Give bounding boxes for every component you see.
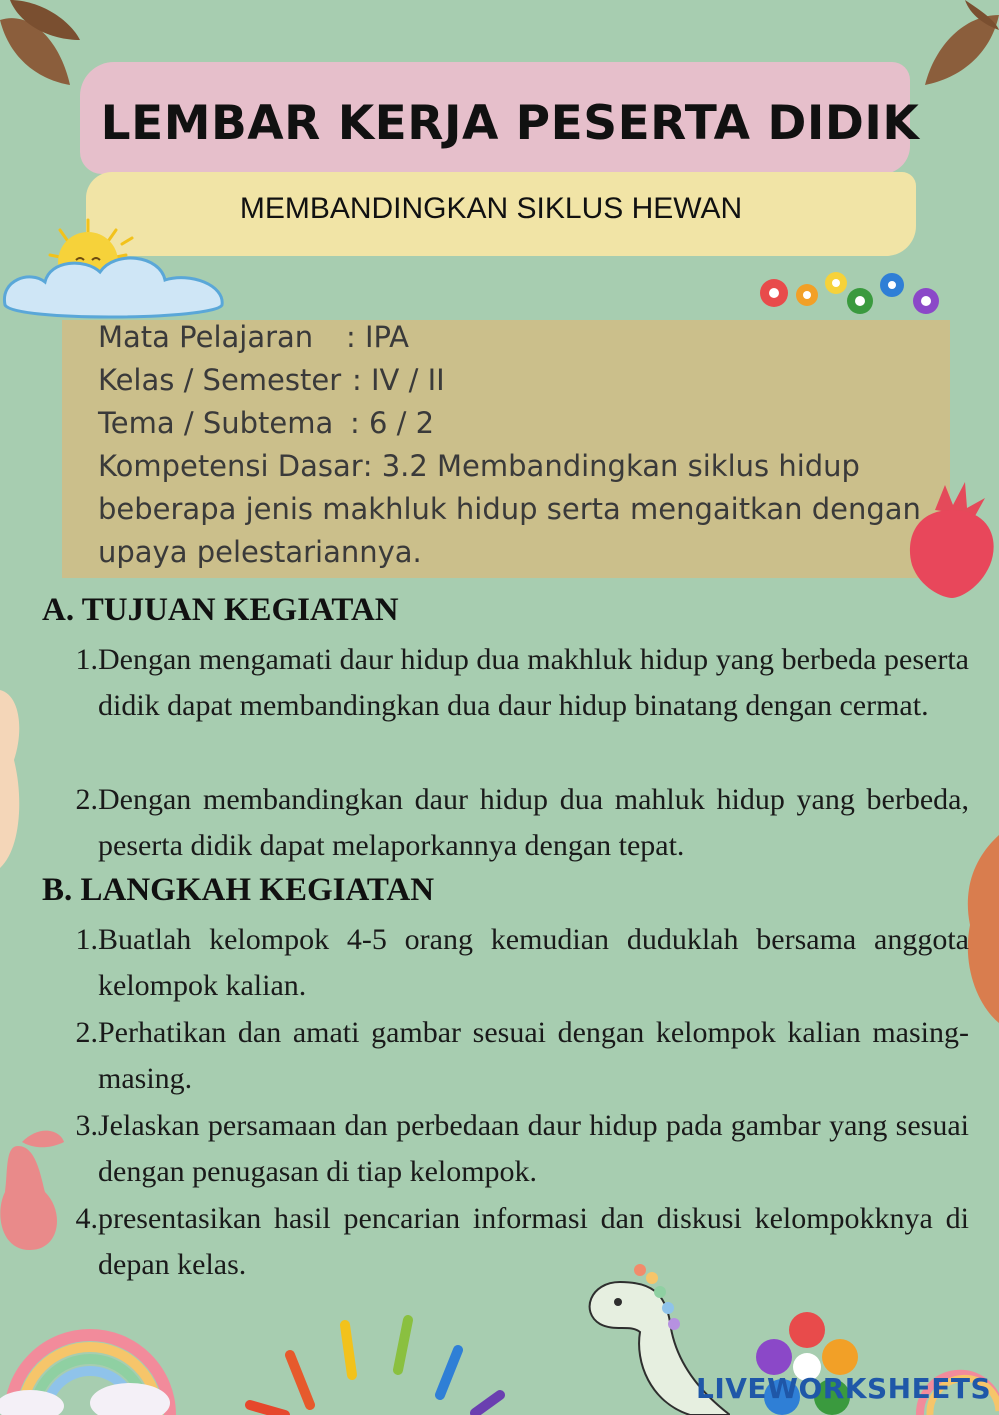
info-class [98, 363, 445, 397]
list-item-number: 4. [75, 1202, 98, 1235]
page-title: LEMBAR KERJA PESERTA DIDIK [100, 96, 920, 151]
list-item-number: 1. [75, 643, 98, 676]
info-label: Mata Pelajaran [98, 320, 314, 354]
info-label: Kelas / Semester [98, 363, 342, 397]
liveworksheets-logo: LIVEWORKSHEETS [696, 1372, 992, 1405]
flowers-icon [752, 265, 952, 325]
leaf-decoration-top-left-icon [0, 0, 90, 95]
list-item-text: Jelaskan persamaan dan perbedaan daur hidup pada gambar yang sesuai dengan penugasan di tiap kelompok. [98, 1109, 969, 1188]
list-item-text: Buatlah kelompok 4-5 orang kemudian duduklah bersama anggota kelompok kalian. [98, 923, 969, 1002]
list-item-text: Dengan membandingkan daur hidup dua mahluk hidup yang berbeda, peserta didik dapat melaporkannya dengan tepat. [98, 783, 969, 862]
rainbow-cloud-icon [0, 1318, 180, 1415]
list-item [64, 1103, 969, 1195]
list-item [64, 917, 969, 1009]
strawberry-icon [905, 480, 999, 600]
colored-rays-icon [240, 1315, 510, 1415]
info-value: : 6 / 2 [350, 406, 435, 440]
section-b-title: B. LANGKAH KEGIATAN [42, 872, 435, 908]
pear-decoration-left-icon [0, 690, 24, 870]
list-item-text: Perhatikan dan amati gambar sesuai dengan kelompok kalian masing-masing. [98, 1016, 969, 1095]
page-subtitle: MEMBANDINGKAN SIKLUS HEWAN [239, 192, 743, 225]
list-item-number: 2. [75, 1016, 98, 1049]
list-item [64, 777, 969, 869]
info-value: : IPA [346, 320, 410, 354]
pear-icon [0, 1112, 70, 1252]
info-value: : IV / II [352, 363, 445, 397]
info-competency [98, 449, 860, 483]
info-value: : 3.2 Membandingkan siklus hidup [362, 449, 860, 483]
info-competency-line-2: beberapa jenis makhluk hidup serta mengaitkan dengan [98, 492, 921, 526]
list-item-number: 1. [75, 923, 98, 956]
info-label: Tema / Subtema [98, 406, 334, 440]
list-item-text: presentasikan hasil pencarian informasi dan diskusi kelompokknya di depan kelas. [98, 1202, 969, 1281]
leaf-decoration-top-right-icon [905, 0, 999, 95]
info-label: Kompetensi Dasar [98, 449, 363, 483]
info-theme [98, 406, 434, 440]
section-a-title: A. TUJUAN KEGIATAN [42, 592, 399, 628]
list-item-number: 3. [75, 1109, 98, 1142]
list-item-number: 2. [75, 783, 98, 816]
list-item [64, 1196, 969, 1288]
list-item [64, 1010, 969, 1102]
info-competency-line-3: upaya pelestariannya. [98, 535, 422, 569]
sun-cloud-icon [0, 210, 230, 330]
list-item-text: Dengan mengamati daur hidup dua makhluk hidup yang berbeda peserta didik dapat membandingkan dua daur hidup binatang dengan cermat. [98, 643, 969, 722]
list-item [64, 637, 969, 729]
info-subject [98, 320, 409, 354]
